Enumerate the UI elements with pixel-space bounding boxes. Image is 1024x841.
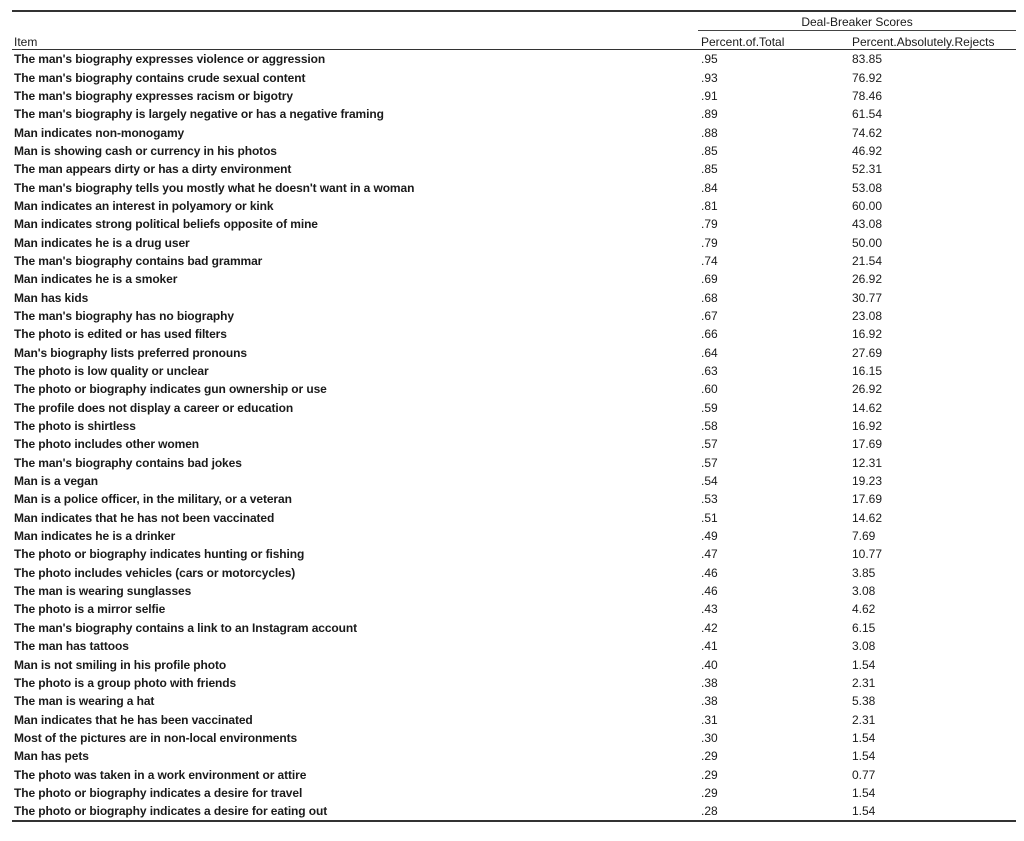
deal-breaker-table-container <box>12 10 1016 822</box>
cell-percent-absolutely-rejects: 12.31 <box>852 455 883 470</box>
cell-item: Man is a police officer, in the military, or a veteran <box>14 492 292 507</box>
cell-item: The photo is low quality or unclear <box>14 364 209 379</box>
table-row <box>12 655 1016 673</box>
cell-percent-of-total: .93 <box>701 70 718 85</box>
table-row <box>12 123 1016 141</box>
table-header <box>12 11 1016 50</box>
group-header-spacer <box>12 11 698 31</box>
table-row <box>12 564 1016 582</box>
cell-percent-of-total: .43 <box>701 602 718 617</box>
table-row <box>12 215 1016 233</box>
table-row <box>12 710 1016 728</box>
cell-percent-of-total: .69 <box>701 272 718 287</box>
table-row <box>12 344 1016 362</box>
cell-percent-absolutely-rejects: 4.62 <box>852 602 876 617</box>
cell-percent-absolutely-rejects: 17.69 <box>852 492 883 507</box>
cell-item: Man indicates non-monogamy <box>14 125 185 140</box>
cell-item: The man is wearing sunglasses <box>14 584 192 599</box>
cell-percent-absolutely-rejects: 61.54 <box>852 107 883 122</box>
cell-item: The photo is edited or has used filters <box>14 327 227 342</box>
cell-percent-of-total: .38 <box>701 694 718 709</box>
cell-item: The man has tattoos <box>14 639 129 654</box>
cell-percent-of-total: .95 <box>701 52 718 67</box>
cell-percent-of-total: .60 <box>701 382 718 397</box>
cell-item: Man indicates that he has been vaccinated <box>14 712 253 727</box>
cell-percent-of-total: .74 <box>701 253 718 268</box>
cell-percent-absolutely-rejects: 3.85 <box>852 565 876 580</box>
table-row <box>12 417 1016 435</box>
cell-item: The man is wearing a hat <box>14 694 155 709</box>
cell-percent-of-total: .54 <box>701 474 718 489</box>
table-row <box>12 87 1016 105</box>
cell-percent-absolutely-rejects: 16.15 <box>852 364 883 379</box>
cell-item: The photo or biography indicates gun ownership or use <box>14 382 327 397</box>
table-row <box>12 270 1016 288</box>
cell-item: Man indicates that he has not been vaccinated <box>14 510 275 525</box>
cell-percent-absolutely-rejects: 10.77 <box>852 547 883 562</box>
table-row <box>12 509 1016 527</box>
cell-percent-of-total: .91 <box>701 88 718 103</box>
cell-percent-absolutely-rejects: 5.38 <box>852 694 876 709</box>
deal-breaker-table <box>12 10 1016 822</box>
cell-item: Man is showing cash or currency in his photos <box>14 143 277 158</box>
cell-item: The man's biography contains bad jokes <box>14 455 242 470</box>
table-row <box>12 399 1016 417</box>
cell-item: Man indicates an interest in polyamory or kink <box>14 198 274 213</box>
cell-percent-of-total: .42 <box>701 620 718 635</box>
table-row <box>12 545 1016 563</box>
table-row <box>12 380 1016 398</box>
cell-percent-of-total: .29 <box>701 749 718 764</box>
table-row <box>12 619 1016 637</box>
cell-percent-absolutely-rejects: 76.92 <box>852 70 883 85</box>
cell-percent-absolutely-rejects: 46.92 <box>852 143 883 158</box>
cell-percent-absolutely-rejects: 78.46 <box>852 88 883 103</box>
table-row <box>12 490 1016 508</box>
table-row <box>12 729 1016 747</box>
cell-percent-of-total: .40 <box>701 657 718 672</box>
cell-item: The photo or biography indicates a desire for travel <box>14 785 303 800</box>
cell-percent-absolutely-rejects: 17.69 <box>852 437 883 452</box>
cell-item: Man has pets <box>14 749 89 764</box>
cell-percent-of-total: .58 <box>701 419 718 434</box>
cell-item: The man's biography has no biography <box>14 308 234 323</box>
cell-percent-absolutely-rejects: 23.08 <box>852 308 883 323</box>
cell-percent-of-total: .51 <box>701 510 718 525</box>
table-row <box>12 160 1016 178</box>
cell-percent-absolutely-rejects: 6.15 <box>852 620 876 635</box>
cell-percent-of-total: .66 <box>701 327 718 342</box>
cell-percent-absolutely-rejects: 26.92 <box>852 272 883 287</box>
cell-percent-absolutely-rejects: 3.08 <box>852 639 876 654</box>
cell-percent-absolutely-rejects: 74.62 <box>852 125 883 140</box>
table-row <box>12 527 1016 545</box>
cell-percent-absolutely-rejects: 1.54 <box>852 657 876 672</box>
cell-item: The man's biography contains crude sexual content <box>14 70 306 85</box>
cell-percent-of-total: .47 <box>701 547 718 562</box>
table-row <box>12 197 1016 215</box>
table-row <box>12 784 1016 802</box>
cell-item: The man's biography tells you mostly what he doesn't want in a woman <box>14 180 415 195</box>
cell-item: The man appears dirty or has a dirty environment <box>14 162 292 177</box>
cell-percent-of-total: .85 <box>701 143 718 158</box>
cell-percent-absolutely-rejects: 26.92 <box>852 382 883 397</box>
cell-percent-of-total: .81 <box>701 198 718 213</box>
table-row <box>12 252 1016 270</box>
cell-percent-of-total: .28 <box>698 802 849 821</box>
column-header-row <box>12 31 1016 50</box>
table-row <box>12 105 1016 123</box>
cell-percent-of-total: .68 <box>701 290 718 305</box>
group-header-row <box>12 11 1016 31</box>
cell-percent-of-total: .88 <box>701 125 718 140</box>
cell-item: Man indicates he is a drinker <box>14 529 176 544</box>
cell-item: Most of the pictures are in non-local environments <box>14 730 298 745</box>
cell-percent-absolutely-rejects: 1.54 <box>852 785 876 800</box>
cell-percent-of-total: .29 <box>701 767 718 782</box>
cell-percent-of-total: .46 <box>701 584 718 599</box>
cell-percent-absolutely-rejects: 83.85 <box>852 52 883 67</box>
table-row <box>12 233 1016 251</box>
cell-item: Man has kids <box>14 290 89 305</box>
cell-item: The man's biography expresses violence or aggression <box>14 52 326 67</box>
cell-percent-absolutely-rejects: 52.31 <box>852 162 883 177</box>
cell-percent-absolutely-rejects: 30.77 <box>852 290 883 305</box>
cell-percent-of-total: .41 <box>701 639 718 654</box>
table-row <box>12 178 1016 196</box>
table-row <box>12 472 1016 490</box>
table-row <box>12 307 1016 325</box>
table-row <box>12 50 1016 69</box>
table-row <box>12 325 1016 343</box>
cell-percent-absolutely-rejects: 1.54 <box>852 730 876 745</box>
table-row <box>12 435 1016 453</box>
cell-percent-of-total: .59 <box>701 400 718 415</box>
cell-percent-of-total: .57 <box>701 437 718 452</box>
cell-percent-of-total: .84 <box>701 180 718 195</box>
cell-percent-of-total: .46 <box>701 565 718 580</box>
cell-item: Man is not smiling in his profile photo <box>14 657 227 672</box>
table-row <box>12 142 1016 160</box>
cell-item: The photo is a group photo with friends <box>14 675 237 690</box>
cell-item: Man indicates he is a smoker <box>14 272 178 287</box>
column-header-percent-absolutely-rejects: Percent.Absolutely.Rejects <box>849 31 1016 50</box>
cell-percent-absolutely-rejects: 16.92 <box>852 327 883 342</box>
cell-percent-of-total: .67 <box>701 308 718 323</box>
cell-item: The photo includes vehicles (cars or motorcycles) <box>14 565 296 580</box>
cell-percent-absolutely-rejects: 27.69 <box>852 345 883 360</box>
cell-item: The photo includes other women <box>14 437 200 452</box>
table-row <box>12 765 1016 783</box>
cell-percent-absolutely-rejects: 14.62 <box>852 510 883 525</box>
cell-percent-absolutely-rejects: 2.31 <box>852 675 876 690</box>
cell-percent-absolutely-rejects: 19.23 <box>852 474 883 489</box>
cell-percent-of-total: .30 <box>701 730 718 745</box>
table-row <box>12 288 1016 306</box>
cell-item: Man's biography lists preferred pronouns <box>14 345 247 360</box>
cell-item: Man indicates he is a drug user <box>14 235 190 250</box>
cell-item: The photo or biography indicates a desire for eating out <box>12 802 698 821</box>
cell-percent-absolutely-rejects: 21.54 <box>852 253 883 268</box>
table-row <box>12 600 1016 618</box>
cell-item: Man indicates strong political beliefs opposite of mine <box>14 217 318 232</box>
cell-percent-absolutely-rejects: 14.62 <box>852 400 883 415</box>
table-row <box>12 692 1016 710</box>
cell-item: The man's biography contains bad grammar <box>14 253 263 268</box>
cell-item: The profile does not display a career or education <box>14 400 294 415</box>
cell-percent-absolutely-rejects: 53.08 <box>852 180 883 195</box>
table-row <box>12 68 1016 86</box>
cell-percent-absolutely-rejects: 2.31 <box>852 712 876 727</box>
group-header-deal-breaker-scores: Deal-Breaker Scores <box>698 11 1016 31</box>
cell-percent-absolutely-rejects: 60.00 <box>852 198 883 213</box>
cell-item: The man's biography expresses racism or bigotry <box>14 88 293 103</box>
table-body <box>12 50 1016 822</box>
cell-item: Man is a vegan <box>14 474 98 489</box>
table-row <box>12 747 1016 765</box>
cell-percent-absolutely-rejects: 43.08 <box>852 217 883 232</box>
cell-percent-of-total: .57 <box>701 455 718 470</box>
cell-item: The photo is shirtless <box>14 419 136 434</box>
cell-percent-of-total: .31 <box>701 712 718 727</box>
cell-percent-of-total: .38 <box>701 675 718 690</box>
table-row <box>12 362 1016 380</box>
cell-percent-of-total: .85 <box>701 162 718 177</box>
cell-percent-absolutely-rejects: 1.54 <box>849 802 1016 821</box>
cell-percent-of-total: .53 <box>701 492 718 507</box>
cell-item: The man's biography is largely negative or has a negative framing <box>14 107 384 122</box>
table-row <box>12 637 1016 655</box>
cell-percent-absolutely-rejects: 1.54 <box>852 749 876 764</box>
table-row <box>12 802 1016 821</box>
table-row <box>12 582 1016 600</box>
cell-percent-of-total: .29 <box>701 785 718 800</box>
cell-item: The man's biography contains a link to an Instagram account <box>14 620 358 635</box>
cell-item: The photo was taken in a work environment or attire <box>14 767 307 782</box>
cell-item: The photo is a mirror selfie <box>14 602 166 617</box>
table-row <box>12 454 1016 472</box>
cell-item: The photo or biography indicates hunting or fishing <box>14 547 305 562</box>
cell-percent-of-total: .49 <box>701 529 718 544</box>
cell-percent-of-total: .63 <box>701 364 718 379</box>
cell-percent-absolutely-rejects: 50.00 <box>852 235 883 250</box>
cell-percent-absolutely-rejects: 16.92 <box>852 419 883 434</box>
column-header-item: Item <box>12 31 698 50</box>
cell-percent-absolutely-rejects: 7.69 <box>852 529 876 544</box>
cell-percent-absolutely-rejects: 0.77 <box>852 767 876 782</box>
cell-percent-of-total: .79 <box>701 235 718 250</box>
cell-percent-of-total: .89 <box>701 107 718 122</box>
cell-percent-of-total: .79 <box>701 217 718 232</box>
table-row <box>12 674 1016 692</box>
column-header-percent-of-total: Percent.of.Total <box>698 31 849 50</box>
cell-percent-of-total: .64 <box>701 345 718 360</box>
cell-percent-absolutely-rejects: 3.08 <box>852 584 876 599</box>
